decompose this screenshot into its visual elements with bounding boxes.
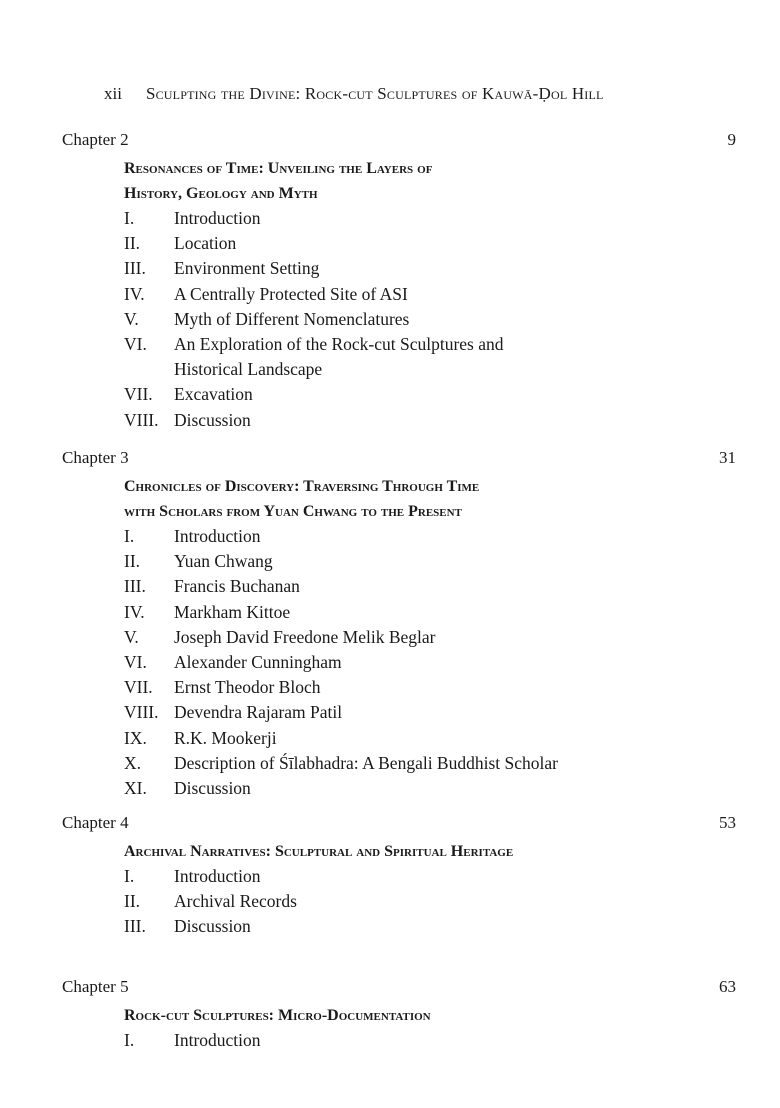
section-title — [174, 332, 780, 382]
section-item — [0, 889, 780, 914]
section-number: II. — [124, 233, 141, 254]
page-folio: xii — [104, 84, 122, 103]
section-item — [0, 1028, 780, 1053]
section-title-line: An Exploration of the Rock-cut Sculptures and — [174, 334, 504, 355]
section-title: Discussion — [174, 916, 251, 937]
section-title: Devendra Rajaram Patil — [174, 702, 343, 723]
section-title: Introduction — [174, 208, 261, 228]
section-item — [0, 549, 780, 574]
section-item — [0, 650, 780, 675]
section-number: V. — [124, 626, 139, 647]
chapter-page-number: 53 — [719, 813, 736, 832]
book-title: Sculpting the Divine: Rock-cut Sculptures of Kauwā-Ḍol Hill — [145, 84, 604, 103]
chapter-page-number: 9 — [727, 130, 736, 149]
section-number: II. — [124, 891, 141, 912]
section-title: Francis Buchanan — [174, 576, 300, 597]
section-number: I. — [124, 866, 135, 886]
section-item — [0, 332, 780, 382]
chapter-2 — [0, 130, 780, 433]
chapter-title — [124, 156, 684, 206]
chapter-label: Chapter 3 — [62, 448, 129, 467]
section-title: Discussion — [174, 409, 251, 430]
section-number: IV. — [124, 601, 145, 622]
section-number: VIII. — [124, 409, 159, 430]
section-list — [0, 524, 780, 801]
section-number: III. — [124, 258, 146, 279]
section-title: Introduction — [174, 866, 261, 886]
section-title: Introduction — [174, 1030, 261, 1050]
section-number: IX. — [124, 727, 147, 748]
section-title: Excavation — [174, 384, 253, 405]
section-title: Archival Records — [174, 891, 297, 912]
section-number: VIII. — [124, 702, 159, 723]
section-title: Description of Śīlabhadra: A Bengali Buddhist Scholar — [174, 752, 558, 773]
chapter-3 — [0, 448, 780, 801]
section-item — [0, 625, 780, 650]
section-title: R.K. Mookerji — [174, 727, 277, 748]
section-title: Discussion — [174, 778, 251, 799]
chapter-title-line: Archival Narratives: Sculptural and Spiritual Heritage — [124, 843, 514, 860]
section-number: V. — [124, 308, 139, 329]
section-item — [0, 307, 780, 332]
section-title: Joseph David Freedone Melik Beglar — [174, 626, 436, 647]
section-number: VII. — [124, 384, 153, 405]
chapter-label: Chapter 2 — [62, 130, 129, 149]
section-number: X. — [124, 752, 142, 773]
section-title: Location — [174, 233, 237, 254]
section-item — [0, 600, 780, 625]
section-number: I. — [124, 1030, 135, 1050]
section-item — [0, 574, 780, 599]
section-title: Introduction — [174, 526, 261, 546]
chapter-title-line: Chronicles of Discovery: Traversing Through Time — [124, 478, 480, 495]
chapter-title — [124, 1003, 684, 1028]
section-title: Ernst Theodor Bloch — [174, 677, 321, 698]
section-number: III. — [124, 916, 146, 937]
section-title: Alexander Cunningham — [174, 652, 342, 673]
section-number: I. — [124, 208, 135, 228]
section-number: III. — [124, 576, 146, 597]
chapter-title-line: History, Geology and Myth — [124, 185, 318, 202]
section-title: Markham Kittoe — [174, 601, 291, 622]
chapter-page-number: 63 — [719, 977, 736, 996]
section-item — [0, 700, 780, 725]
running-head — [104, 84, 720, 104]
chapter-title-line: Resonances of Time: Unveiling the Layers of — [124, 160, 433, 177]
section-title: Environment Setting — [174, 258, 320, 279]
section-item — [0, 206, 780, 231]
section-title: Myth of Different Nomenclatures — [174, 308, 410, 329]
section-item — [0, 864, 780, 889]
chapter-page-number: 31 — [719, 448, 736, 467]
section-title: A Centrally Protected Site of ASI — [174, 283, 408, 304]
section-item — [0, 914, 780, 939]
chapter-label: Chapter 5 — [62, 977, 129, 996]
section-list — [0, 1028, 780, 1053]
section-item — [0, 751, 780, 776]
chapter-title-line: with Scholars from Yuan Chwang to the Present — [124, 503, 462, 520]
section-item — [0, 256, 780, 281]
section-number: IV. — [124, 283, 145, 304]
section-title-line: Historical Landscape — [174, 359, 323, 380]
section-number: VI. — [124, 334, 147, 355]
section-list — [0, 864, 780, 940]
section-item — [0, 231, 780, 256]
section-number: II. — [124, 551, 141, 572]
chapter-title-line: Rock-cut Sculptures: Micro-Documentation — [124, 1007, 431, 1024]
section-item — [0, 524, 780, 549]
chapter-4 — [0, 813, 780, 940]
section-number: I. — [124, 526, 135, 546]
section-item — [0, 382, 780, 407]
section-item — [0, 726, 780, 751]
section-title: Yuan Chwang — [174, 551, 273, 572]
section-number: XI. — [124, 778, 147, 799]
section-item — [0, 776, 780, 801]
section-item — [0, 408, 780, 433]
section-list — [0, 206, 780, 433]
section-number: VII. — [124, 677, 153, 698]
section-number: VI. — [124, 652, 147, 673]
section-item — [0, 282, 780, 307]
chapter-label: Chapter 4 — [62, 813, 129, 832]
section-item — [0, 675, 780, 700]
chapter-title — [124, 474, 684, 524]
chapter-title — [124, 839, 684, 864]
chapter-5 — [0, 977, 780, 1053]
